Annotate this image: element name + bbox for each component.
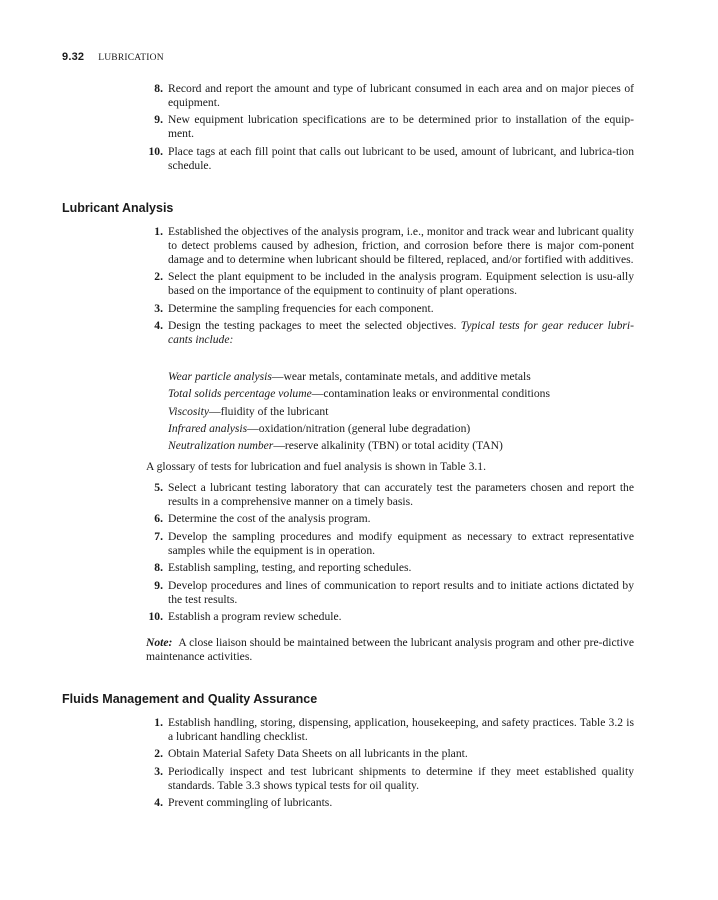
- list-item: 9. New equipment lubrication specifications are to be determined prior to installation of the equip-ment.: [154, 113, 634, 141]
- list-item: 3. Determine the sampling frequencies for each component.: [154, 301, 434, 315]
- list-item: 4. Prevent commingling of lubricants.: [154, 796, 333, 810]
- list-item: 6. Determine the cost of the analysis program.: [154, 512, 371, 526]
- list-item: 3. Periodically inspect and test lubricant shipments to determine if they meet established quality standards. Table 3.3 shows typical tests for oil quality.: [154, 764, 634, 792]
- test-line: Total solids percentage volume—contamination leaks or environmental conditions: [168, 387, 550, 401]
- fluids-list: [146, 716, 634, 814]
- list-item: 1. Established the objectives of the analysis program, i.e., monitor and track wear and lubricant quality to detect problems caused by adhesion, friction, and corrosion before there is major com-ponent damage and to determine when lubricant should be filtered, replaced, and/or fortified with additives.: [154, 225, 634, 266]
- test-line: Infrared analysis—oxidation/nitration (general lube degradation): [168, 421, 471, 435]
- list-item: 2. Select the plant equipment to be included in the analysis program. Equipment selection is usu-ally based on the importance of the equipment to continuity of plant operations.: [154, 270, 634, 298]
- note-paragraph: Note: A close liaison should be maintained between the lubricant analysis program and other pre-dictive maintenance activities.: [146, 636, 634, 663]
- test-line: Viscosity—fluidity of the lubricant: [168, 404, 329, 418]
- test-line: Neutralization number—reserve alkalinity (TBN) or total acidity (TAN): [168, 439, 503, 453]
- list-item: 1. Establish handling, storing, dispensing, application, housekeeping, and safety practices. Table 3.2 is a lubricant handling checklist.: [154, 716, 634, 743]
- glossary-paragraph: A glossary of tests for lubrication and fuel analysis is shown in Table 3.1.: [146, 460, 486, 473]
- note-label: Note:: [146, 636, 173, 649]
- list-item: 5. Select a lubricant testing laboratory that can accurately test the parameters chosen and report the results in a comprehensive manner on a timely basis.: [154, 481, 634, 508]
- list-item: 9. Develop procedures and lines of communication to report results and to initiate actions dictated by the test results.: [154, 578, 634, 606]
- list-item: 10. Place tags at each fill point that calls out lubricant to be used, amount of lubricant, and lubrica-tion schedule.: [148, 144, 634, 172]
- list-item: 8. Record and report the amount and type of lubricant consumed in each area and on major pieces of equipment.: [154, 82, 634, 109]
- running-head: [62, 51, 164, 63]
- list-top: [146, 82, 634, 176]
- section-heading-lubricant-analysis: Lubricant Analysis: [62, 201, 174, 215]
- section-title: LUBRICATION: [98, 53, 164, 63]
- list-item: 10. Establish a program review schedule.: [148, 609, 342, 623]
- list-item: 2. Obtain Material Safety Data Sheets on all lubricants in the plant.: [154, 747, 468, 761]
- section-heading-fluids-management: Fluids Management and Quality Assurance: [62, 692, 318, 706]
- analysis-list-b: [146, 481, 634, 627]
- list-item: 4. Design the testing packages to meet the selected objectives. Typical tests for gear reducer lubri-cants include:: [154, 319, 635, 347]
- typical-tests-list: [168, 368, 634, 454]
- analysis-list-a: [146, 225, 634, 351]
- test-line: Wear particle analysis—wear metals, contaminate metals, and additive metals: [168, 370, 531, 383]
- list-item: 7. Develop the sampling procedures and modify equipment as necessary to extract representative samples while the equipment is in operation.: [154, 529, 634, 557]
- list-item: 8. Establish sampling, testing, and reporting schedules.: [154, 561, 412, 575]
- page-number: 9.32: [62, 51, 85, 63]
